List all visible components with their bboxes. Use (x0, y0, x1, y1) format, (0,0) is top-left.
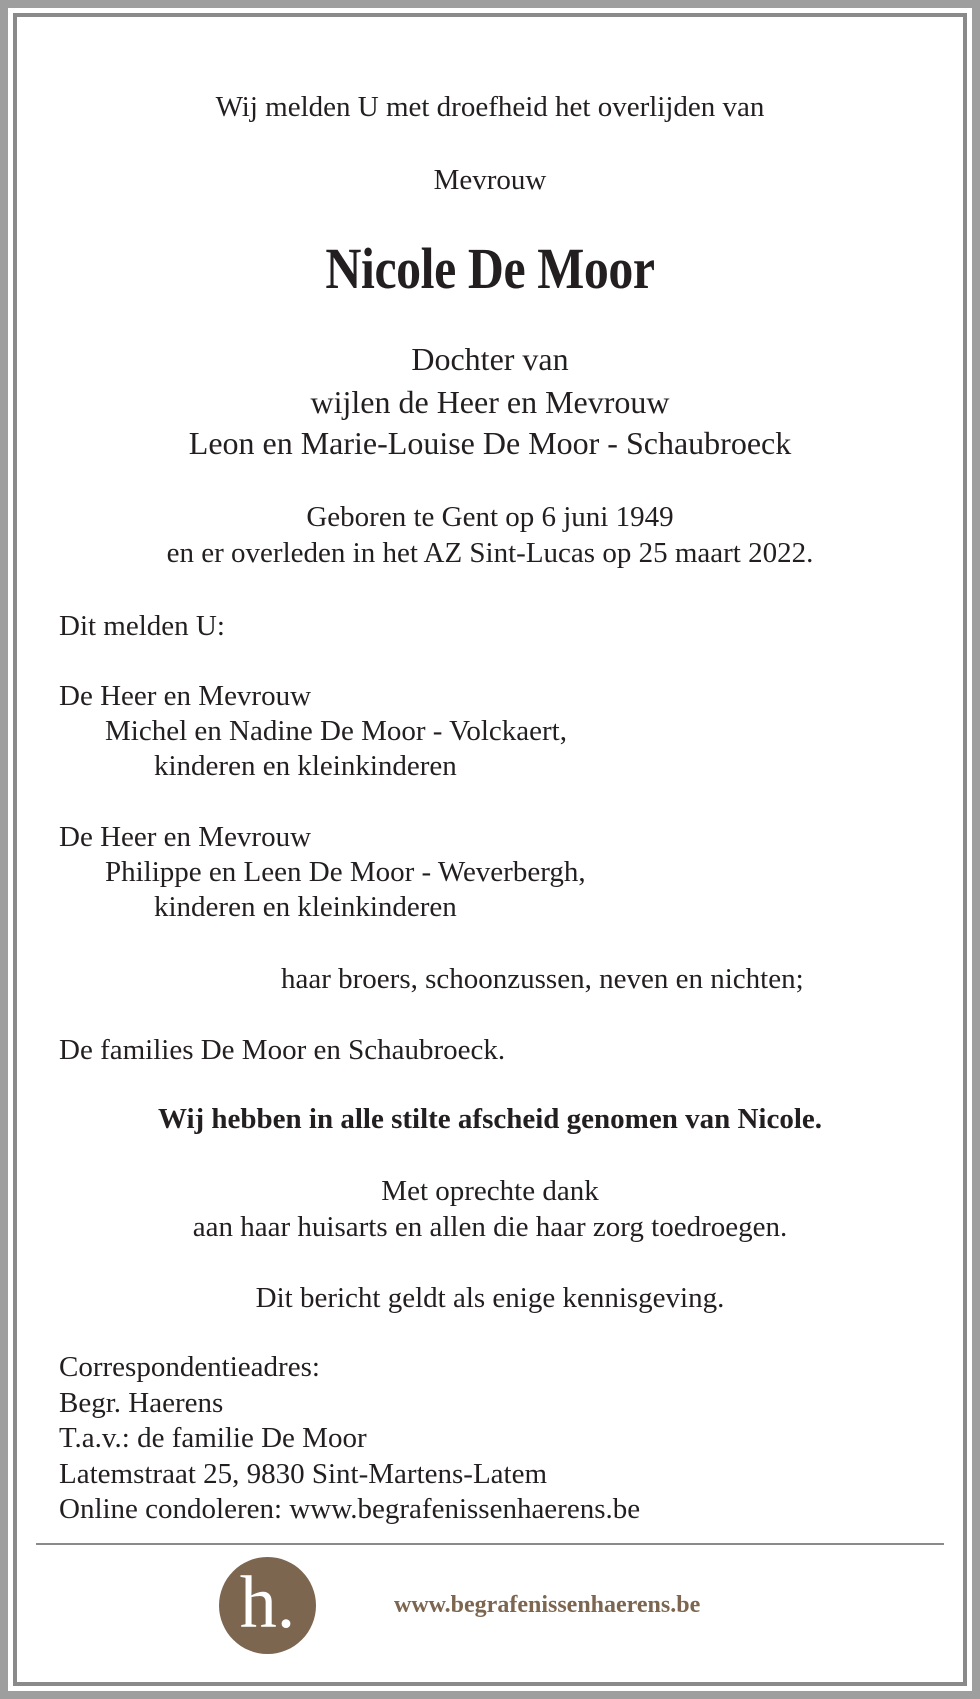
parents-line-2: wijlen de Heer en Mevrouw (310, 384, 670, 420)
parents-line-1: Dochter van (411, 341, 569, 377)
correspondence-attention: T.a.v.: de familie De Moor (59, 1422, 367, 1454)
correspondence-condolence: Online condoleren: www.begrafenissenhaerens.be (59, 1493, 641, 1525)
thanks-line-1: Met oprechte dank (381, 1175, 599, 1207)
farewell-line: Wij hebben in alle stilte afscheid genomen van Nicole. (157, 1103, 823, 1135)
correspondence-name: Begr. Haerens (59, 1387, 224, 1419)
announcers-intro: Dit melden U: (59, 610, 225, 642)
family-2-children: kinderen en kleinkinderen (154, 891, 457, 923)
family-1-title: De Heer en Mevrouw (59, 680, 312, 712)
deceased-name: Nicole De Moor (325, 236, 655, 301)
website-link[interactable]: www.begrafenissenhaerens.be (394, 1592, 701, 1618)
intro-text: Wij melden U met droefheid het overlijden van (215, 91, 765, 123)
correspondence-label: Correspondentieadres: (59, 1351, 320, 1383)
families-line: De families De Moor en Schaubroeck. (59, 1034, 506, 1066)
logo-letter: h. (239, 1562, 296, 1644)
death-line: en er overleden in het AZ Sint-Lucas op 25 maart 2022. (166, 537, 814, 569)
parents-line-3: Leon en Marie-Louise De Moor - Schaubroeck (188, 425, 792, 461)
family-1-names: Michel en Nadine De Moor - Volckaert, (105, 715, 567, 747)
family-2-names: Philippe en Leen De Moor - Weverbergh, (105, 856, 586, 888)
birth-line: Geboren te Gent op 6 juni 1949 (306, 501, 674, 533)
notice-line: Dit bericht geldt als enige kennisgeving. (255, 1282, 725, 1314)
family-1-children: kinderen en kleinkinderen (154, 750, 457, 782)
family-2-title: De Heer en Mevrouw (59, 821, 312, 853)
correspondence-address: Latemstraat 25, 9830 Sint-Martens-Latem (59, 1458, 548, 1490)
funeral-home-logo (219, 1557, 316, 1654)
footer-divider (36, 1543, 944, 1545)
thanks-line-2: aan haar huisarts en allen die haar zorg toedroegen. (192, 1211, 788, 1243)
title-prefix: Mevrouw (433, 164, 547, 196)
relatives-line: haar broers, schoonzussen, neven en nichten; (281, 963, 804, 995)
